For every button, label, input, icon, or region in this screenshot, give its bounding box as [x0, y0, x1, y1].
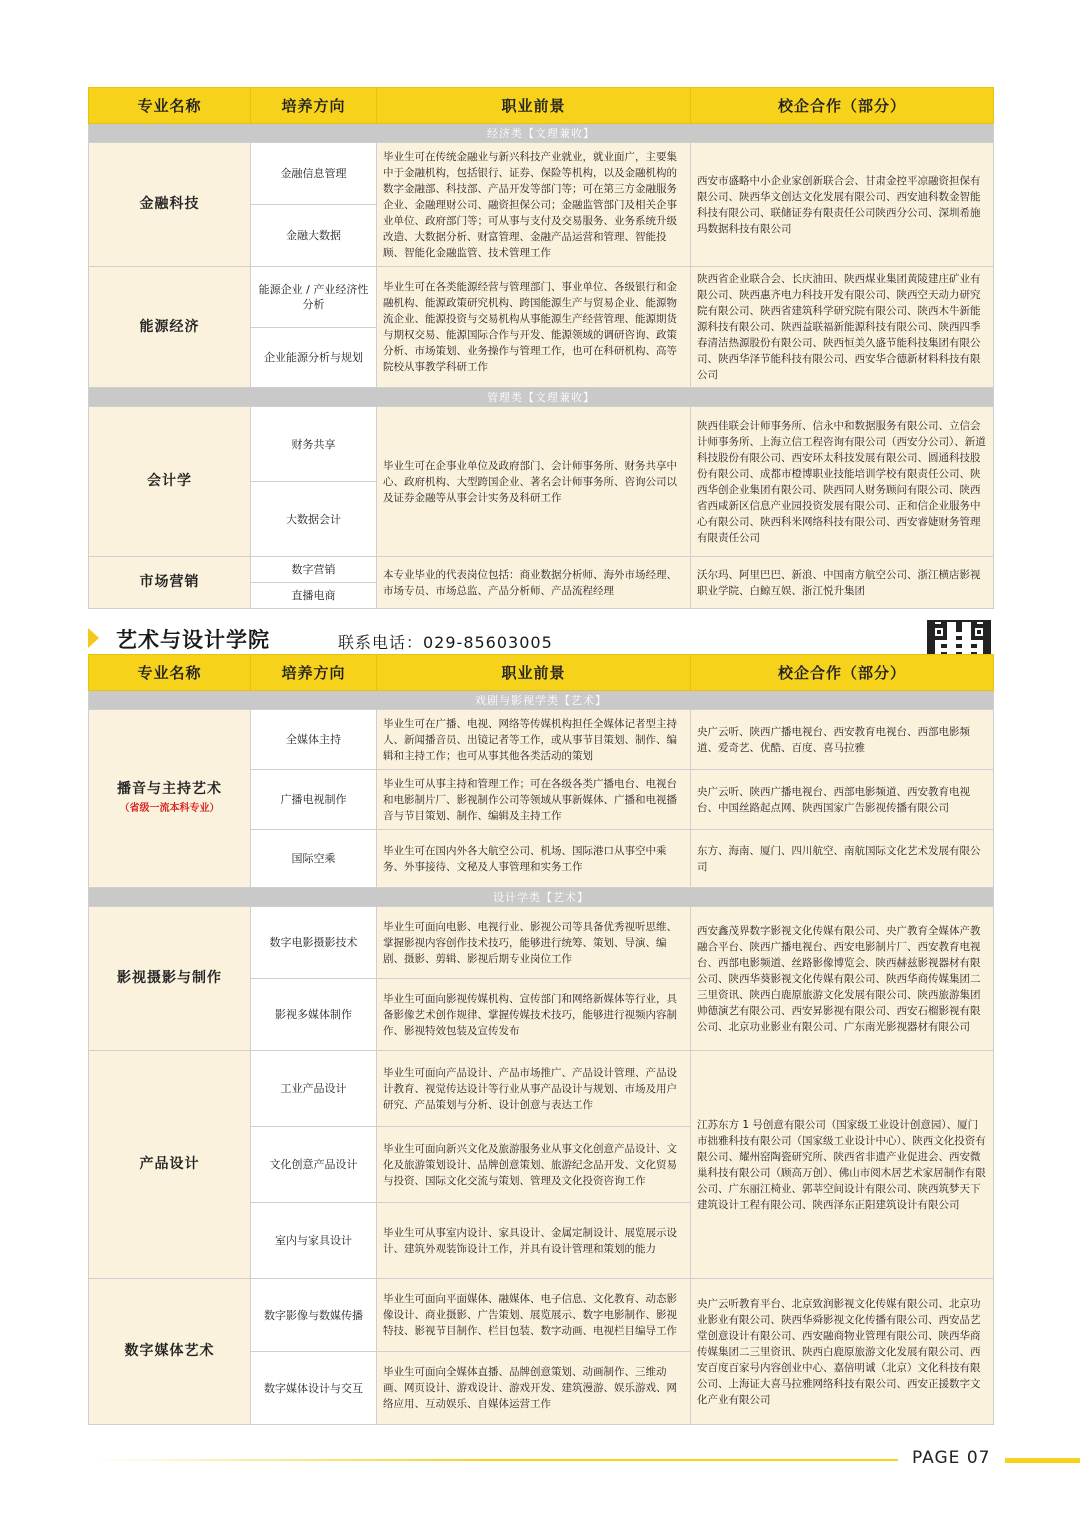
major-marketing: 市场营销: [89, 557, 251, 609]
major-digital: 数字媒体艺术: [89, 1279, 251, 1425]
prospects-digital-1: 毕业生可面向平面媒体、融媒体、电子信息、文化教育、动态影像设计、商业摄影、广告策划、展览展示、数字电影制作、影视特技、影视节目制作、栏目包装、数字动画、电视栏目编导工作: [377, 1279, 691, 1352]
prospects-product-1: 毕业生可面向产品设计、产品市场推广、产品设计管理、产品设计教育、视觉传达设计等行业从事产品设计与规划、市场及用户研究、产品策划与分析、设计创意与表达工作: [377, 1051, 691, 1127]
cooperation-film: 西安鑫茂界数字影视文化传媒有限公司、央广教育全媒体产教融合平台、陕西广播电视台、西安电影制片厂、西安教育电视台、西部电影频道、丝路影像博览会、陕西赫兹影视器材有限公司、陕西华葵影视文化传媒有限公司、陕西华商传媒集团二三里资讯、陕西白鹿原旅游文化发展有限公司、陕西旅游集团帅德演艺有限公司、西安昇影视有限公司、西安石榴影视有限公司、北京功业影业有限公司、广东南光影视器材有限公司: [691, 907, 994, 1051]
header-prospects: 职业前景: [377, 655, 691, 691]
category-drama: 戏剧与影视学类【艺术】: [89, 691, 994, 710]
header-major: 专业名称: [89, 655, 251, 691]
college-phone: 联系电话：029-85603005: [338, 633, 553, 652]
direction-digital-1: 数字影像与数媒传播: [251, 1279, 377, 1352]
direction-marketing-2: 直播电商: [251, 583, 377, 609]
header-cooperation: 校企合作（部分）: [691, 655, 994, 691]
cooperation-marketing: 沃尔玛、阿里巴巴、新浪、中国南方航空公司、浙江横店影视职业学院、白鲸互娱、浙江悦升集团: [691, 557, 994, 609]
prospects-film-1: 毕业生可面向电影、电视行业、影视公司等具备优秀视听思维、掌握影视内容创作技术技巧，能够进行统筹、策划、导演、编剧、摄影、剪辑、影视后期专业岗位工作: [377, 907, 691, 979]
footer-accent-bar: [1005, 1458, 1080, 1463]
cooperation-energy: 陕西省企业联合会、长庆油田、陕西煤业集团黄陵建庄矿业有限公司、陕西惠齐电力科技开发有限公司、陕西空天动力研究院有限公司、陕西省建筑科学研究院有限公司、陕西木牛新能源科技有限公司、陕西益联福新能源科技有限公司、陕西四季春清洁热源股份有限公司、陕西恒美久盛节能科技集团有限公司、陕西华泽节能科技有限公司、西安华合德新材料科技有限公司: [691, 267, 994, 388]
program-table-2: [88, 654, 994, 1425]
first-class-note: （省级一流本科专业）: [119, 802, 220, 814]
program-table-1: [88, 87, 994, 609]
direction-digital-2: 数字媒体设计与交互: [251, 1352, 377, 1425]
major-film: 影视摄影与制作: [89, 907, 251, 1051]
direction-film-1: 数字电影摄影技术: [251, 907, 377, 979]
prospects-fintech: 毕业生可在传统金融业与新兴科技产业就业，就业面广，主要集中于金融机构，包括银行、证券、保险等机构，以及金融机构的数字金融部、科技部、产品开发等部门等；可在第三方金融服务企业、金融理财公司、融资担保公司；金融监管部门及相关企事业单位、政府部门等；可从事与支付及交易服务、业务系统升级改造、大数据分析、财富管理、金融产品运营和管理、智能投顾、智能化金融监管、技术管理工作: [377, 143, 691, 267]
prospects-broadcast-3: 毕业生可在国内外各大航空公司、机场、国际港口从事空中乘务、外事接待、文秘及人事管理和实务工作: [377, 830, 691, 888]
header-major: 专业名称: [89, 88, 251, 124]
cooperation-digital: 央广云听教育平台、北京致润影视文化传媒有限公司、北京功业影业有限公司、陕西华舜影视文化传播有限公司、西安品艺堂创意设计有限公司、西安融商物业管理有限公司、陕西华商传媒集团二三里资讯、陕西白鹿原旅游文化发展有限公司、西安百度百家号内容创业中心、嘉倍明诚（北京）文化科技有限公司、上海证大喜马拉雅网络科技有限公司、西安正援数字文化产业有限公司: [691, 1279, 994, 1425]
prospects-film-2: 毕业生可面向影视传媒机构、宣传部门和网络新媒体等行业，具备影像艺术创作规律、掌握传媒技术技巧，能够进行视频内容制作、影视特效包装及宣传发布: [377, 979, 691, 1051]
prospects-product-2: 毕业生可面向新兴文化及旅游服务业从事文化创意产品设计、文化及旅游策划设计、品牌创意策划、旅游纪念品开发、文化贸易与投资、国际文化交流与策划、管理及文化投资咨询工作: [377, 1127, 691, 1203]
cooperation-product: 江苏东方 1 号创意有限公司（国家级工业设计创意园）、厦门市拙雅科技有限公司（国家级工业设计中心）、陕西文化投资有限公司、耀州窑陶瓷研究所、陕西省非遗产业促进会、西安微巢科技有限公司（顾高万创）、佛山市阅木居艺术家居制作有限公司、广东丽江椅业、郭莘空间设计有限公司、陕西筑梦天下建筑设计工程有限公司、陕西泽东正阳建筑设计有限公司: [691, 1051, 994, 1279]
direction-film-2: 影视多媒体制作: [251, 979, 377, 1051]
direction-accounting-2: 大数据会计: [251, 482, 377, 557]
major-fintech: 金融科技: [89, 143, 251, 267]
direction-energy-2: 企业能源分析与规划: [251, 328, 377, 388]
category-management: 管理类【文理兼收】: [89, 388, 994, 407]
direction-broadcast-2: 广播电视制作: [251, 770, 377, 830]
category-economics: 经济类【文理兼收】: [89, 124, 994, 143]
cooperation-broadcast-1: 央广云听、陕西广播电视台、西安教育电视台、西部电影频道、爱奇艺、优酷、百度、喜马拉雅: [691, 710, 994, 770]
page-number: PAGE 07: [912, 1448, 991, 1468]
college-header: [88, 622, 928, 654]
header-direction: 培养方向: [251, 655, 377, 691]
category-design: 设计学类【艺术】: [89, 888, 994, 907]
direction-accounting-1: 财务共享: [251, 407, 377, 482]
header-cooperation: 校企合作（部分）: [691, 88, 994, 124]
major-product: 产品设计: [89, 1051, 251, 1279]
prospects-digital-2: 毕业生可面向全媒体直播、品牌创意策划、动画制作、三维动画、网页设计、游戏设计、游戏开发、建筑漫游、娱乐游戏、网络应用、互动娱乐、自媒体运营工作: [377, 1352, 691, 1425]
direction-product-3: 室内与家具设计: [251, 1203, 377, 1279]
direction-fintech-2: 金融大数据: [251, 205, 377, 267]
major-broadcast-name: 播音与主持艺术: [117, 780, 222, 797]
arrow-right-icon: [88, 628, 99, 648]
page-footer: [0, 1448, 1080, 1472]
direction-fintech-1: 金融信息管理: [251, 143, 377, 205]
prospects-broadcast-2: 毕业生可从事主持和管理工作；可在各级各类广播电台、电视台和电影制片厂、影视制作公司等领域从事新媒体、广播和电视播音与节目策划、制作、编辑及主持工作: [377, 770, 691, 830]
prospects-energy: 毕业生可在各类能源经营与管理部门、事业单位、各级银行和金融机构、能源政策研究机构、跨国能源生产与贸易企业、能源物流企业、能源投资与交易机构从事能源生产经营管理、能源期货与期权交易、能源国际合作与开发、能源领域的调研咨询、政策分析、市场策划、业务操作与管理工作，也可在科研机构、高等院校从事教学科研工作: [377, 267, 691, 388]
major-energy: 能源经济: [89, 267, 251, 388]
cooperation-broadcast-3: 东方、海南、厦门、四川航空、南航国际文化艺术发展有限公司: [691, 830, 994, 888]
footer-divider: [88, 1459, 898, 1461]
prospects-broadcast-1: 毕业生可在广播、电视、网络等传媒机构担任全媒体记者型主持人、新闻播音员、出镜记者等工作，或从事节目策划、制作、编辑和主持工作；也可从事其他各类活动的策划: [377, 710, 691, 770]
direction-broadcast-3: 国际空乘: [251, 830, 377, 888]
major-broadcast: [89, 710, 251, 888]
prospects-product-3: 毕业生可从事室内设计、家具设计、金属定制设计、展览展示设计、建筑外观装饰设计工作，并具有设计管理和策划的能力: [377, 1203, 691, 1279]
direction-marketing-1: 数字营销: [251, 557, 377, 583]
cooperation-fintech: 西安市盛略中小企业家创新联合会、甘肃金控平凉融资担保有限公司、陕西华文创达文化发展有限公司、西安迪科数金智能科技有限公司、联储证券有限责任公司陕西分公司、深圳希施玛数据科技有限公司: [691, 143, 994, 267]
direction-broadcast-1: 全媒体主持: [251, 710, 377, 770]
header-prospects: 职业前景: [377, 88, 691, 124]
college-name: 艺术与设计学院: [116, 628, 270, 652]
cooperation-accounting: 陕西佳联会计师事务所、信永中和数据服务有限公司、立信会计师事务所、上海立信工程咨询有限公司（西安分公司）、新道科技股份有限公司、西安环太科技发展有限公司、圆通科技股份有限公司、成都市橙博职业技能培训学校有限责任公司、陕西华创企业集团有限公司、陕西同人财务顾问有限公司、陕西省西咸新区信息产业园投资发展有限公司、正和信企业服务中心有限公司、陕西科米网络科技有限公司、西安睿婕财务管理有限责任公司: [691, 407, 994, 557]
header-direction: 培养方向: [251, 88, 377, 124]
direction-product-2: 文化创意产品设计: [251, 1127, 377, 1203]
prospects-accounting: 毕业生可在企事业单位及政府部门、会计师事务所、财务共享中心、政府机构、大型跨国企业、著名会计师事务所、咨询公司以及证券金融等从事会计实务及科研工作: [377, 407, 691, 557]
cooperation-broadcast-2: 央广云听、陕西广播电视台、西部电影频道、西安教育电视台、中国丝路起点网、陕西国家广告影视传播有限公司: [691, 770, 994, 830]
major-accounting: 会计学: [89, 407, 251, 557]
prospects-marketing: 本专业毕业的代表岗位包括：商业数据分析师、海外市场经理、市场专员、市场总监、产品分析师、产品流程经理: [377, 557, 691, 609]
direction-product-1: 工业产品设计: [251, 1051, 377, 1127]
direction-energy-1: 能源企业 / 产业经济性分析: [251, 267, 377, 328]
